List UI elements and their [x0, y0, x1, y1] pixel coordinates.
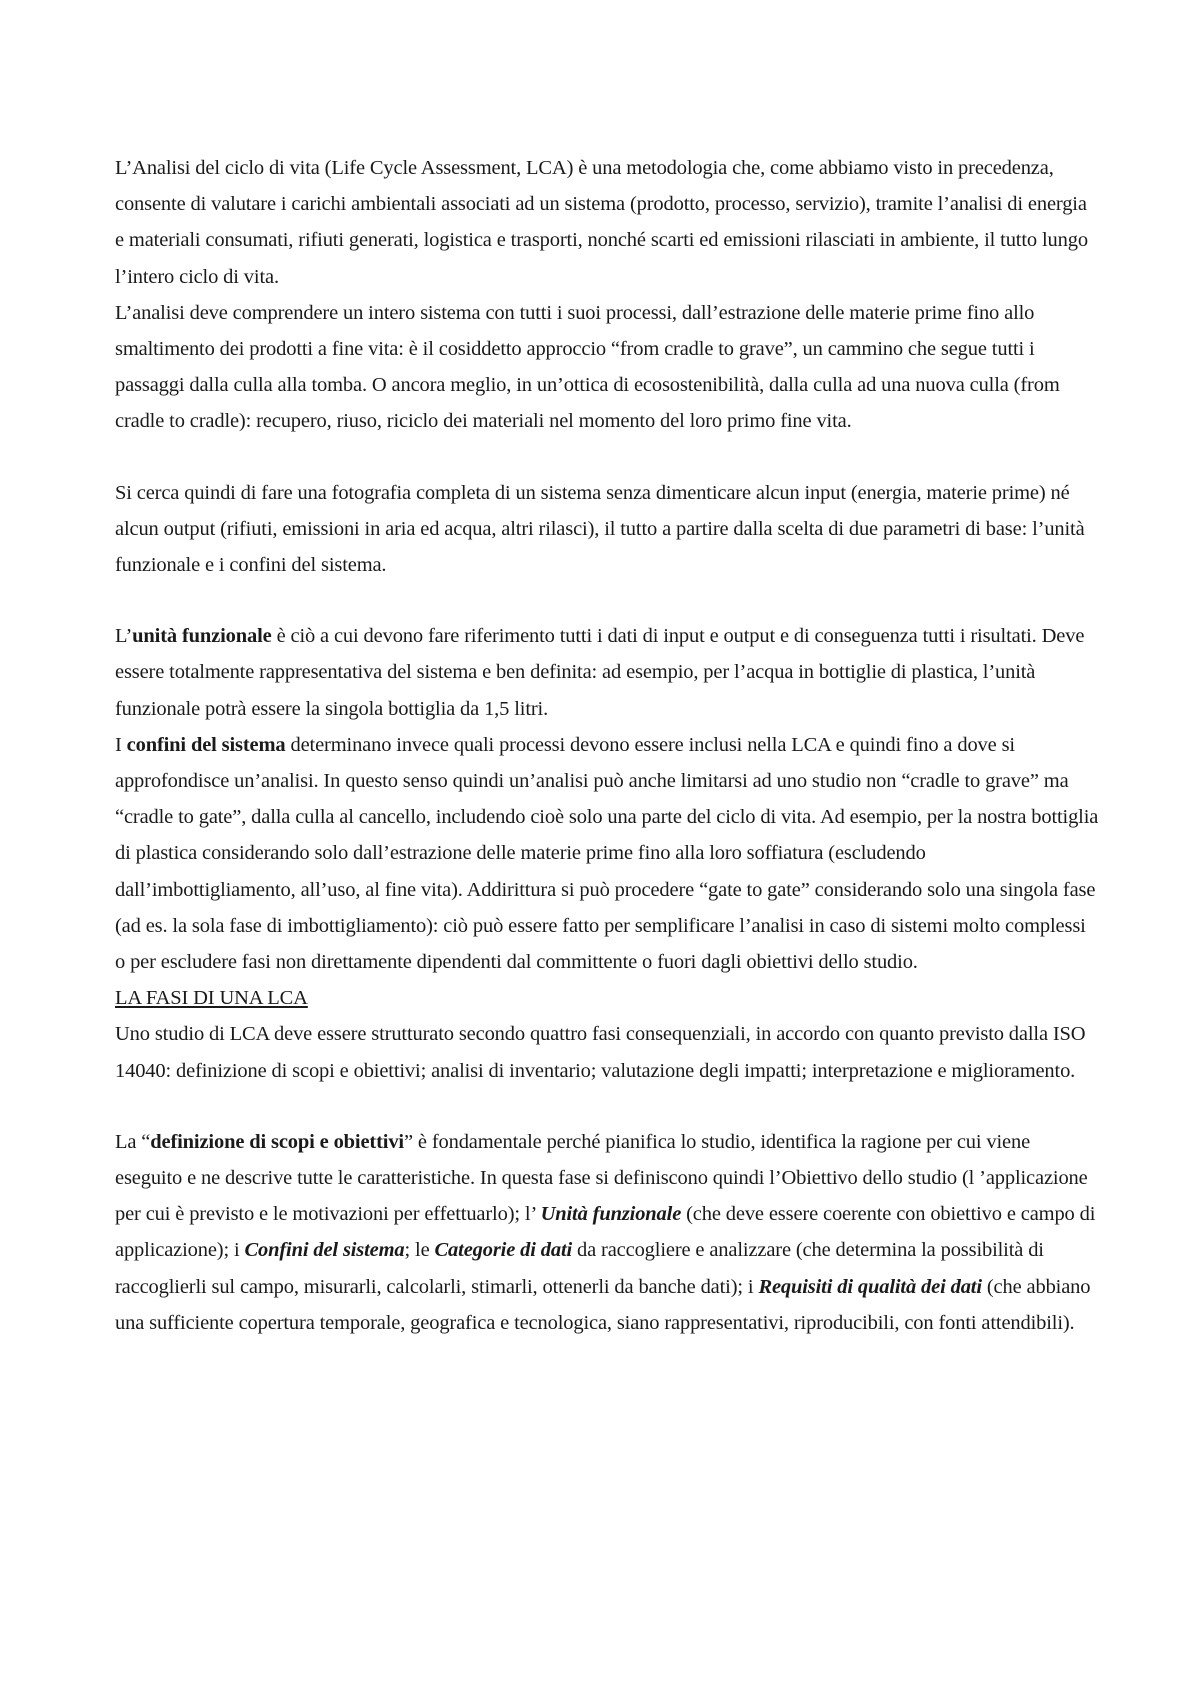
text-run: ” è fondamentale perché pianifica lo studio, identifica la ragione per cui viene eseguito e ne descrive tutte le caratteristiche. In questa fase si definiscono quindi l’Obiettivo dello studio (l ’applicazione per cui è previsto e le motivazioni per effettuarlo); l’ [115, 1130, 1088, 1226]
paragraph-goal-definition [115, 1124, 1100, 1341]
term-functional-unit: unità funzionale [132, 625, 272, 648]
paragraph-gap [115, 583, 1100, 618]
document-body [115, 150, 1100, 1341]
term-data-quality: Requisiti di qualità dei dati [758, 1275, 982, 1298]
text-run: L’ [115, 625, 133, 648]
paragraph-functional-unit [115, 618, 1100, 727]
text-run: (che deve essere coerente con obiettivo e campo di applicazione); i [115, 1203, 1096, 1262]
text-run: è ciò a cui devono fare riferimento tutti i dati di input e output e di conseguenza tutti i risultati. Deve essere totalmente rappresentativa del sistema e ben definita: ad esempio, per l’acqua in bottiglie di plastica, l’unità funzionale potrà essere la singola bottiglia da 1,5 litri. [115, 625, 1085, 720]
term-functional-unit-italic: Unità funzionale [540, 1203, 682, 1226]
paragraph-four-phases: Uno studio di LCA deve essere strutturato secondo quattro fasi consequenziali, in accordo con quanto previsto dalla ISO 14040: definizione di scopi e obiettivi; analisi di inventario; valutazione degli impatti; interpretazione e miglioramento. [115, 1023, 1086, 1082]
text-run: ; le [404, 1239, 435, 1262]
term-goal-definition: definizione di scopi e obiettivi [150, 1130, 404, 1153]
paragraph-cradle-to-grave: L’analisi deve comprendere un intero sistema con tutti i suoi processi, dall’estrazione delle materie prime fino allo smaltimento dei prodotti a fine vita: è il cosiddetto approccio “from cradle to grave”, un cammino che segue tutti i passaggi dalla culla alla tomba. O ancora meglio, in un’ottica di ecosostenibilità, dalla culla ad una nuova culla (from cradle to cradle): recupero, riuso, riciclo dei materiali nel momento del loro primo fine vita. [115, 301, 1060, 433]
term-system-boundaries: confini del sistema [126, 733, 286, 756]
term-system-boundaries-italic: Confini del sistema [244, 1239, 405, 1262]
term-data-categories: Categorie di dati [434, 1239, 573, 1262]
paragraph-system-boundaries [115, 727, 1100, 980]
paragraph-system-photo: Si cerca quindi di fare una fotografia completa di un sistema senza dimenticare alcun input (energia, materie prime) né alcun output (rifiuti, emissioni in aria ed acqua, altri rilasci), il tutto a partire dalla scelta di due parametri di base: l’unità funzionale e i confini del sistema. [115, 481, 1085, 577]
paragraph-gap [115, 1089, 1100, 1124]
text-run: I [115, 733, 127, 756]
paragraph-lca-intro: L’Analisi del ciclo di vita (Life Cycle Assessment, LCA) è una metodologia che, come abbiamo visto in precedenza, consente di valutare i carichi ambientali associati ad un sistema (prodotto, processo, servizio), tramite l’analisi di energia e materiali consumati, rifiuti generati, logistica e trasporti, nonché scarti ed emissioni rilasciati in ambiente, il tutto lungo l’intero ciclo di vita. [115, 157, 1088, 288]
text-run: determinano invece quali processi devono essere inclusi nella LCA e quindi fino a dove si approfondisce un’analisi. In questo senso quindi un’analisi può anche limitarsi ad uno studio non “cradle to grave” ma “cradle to gate”, dalla culla al cancello, includendo cioè solo una parte del ciclo di vita. Ad esempio, per la nostra bottiglia di plastica considerando solo dall’estrazione delle materie prime fino alla loro soffiatura (escludendo dall’imbottigliamento, all’uso, al fine vita). Addirittura si può procedere “gate to gate” considerando solo una singola fase (ad es. la sola fase di imbottigliamento): ciò può essere fatto per semplificare l’analisi in caso di sistemi molto complessi o per escludere fasi non direttamente dipendenti dal committente o fuori dagli obiettivi dello studio. [115, 733, 1099, 974]
text-run: da raccogliere e analizzare (che determina la possibilità di raccoglierli sul campo, misurarli, calcolarli, stimarli, ottenerli da banche dati); i [115, 1239, 1044, 1298]
text-run: (che abbiano una sufficiente copertura temporale, geografica e tecnologica, siano rappresentativi, riproducibili, con fonti attendibili). [115, 1275, 1091, 1334]
paragraph-gap [115, 440, 1100, 475]
section-heading: LA FASI DI UNA LCA [115, 987, 308, 1010]
text-run: La “ [115, 1130, 151, 1153]
